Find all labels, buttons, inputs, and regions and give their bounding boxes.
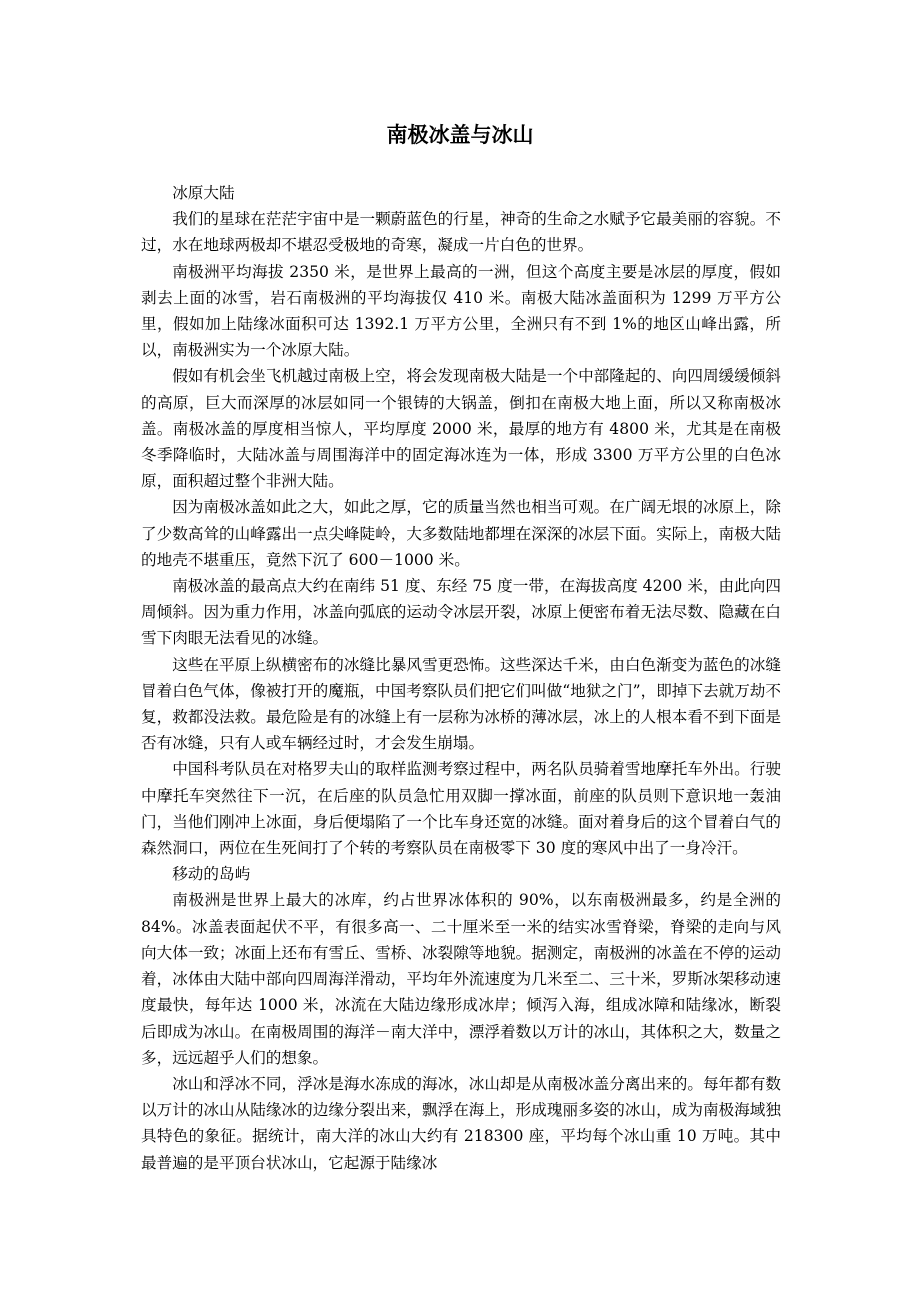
paragraph: 南极冰盖的最高点大约在南纬 51 度、东经 75 度一带，在海拔高度 4200 米，由此向四周倾斜。因为重力作用，冰盖向弧底的运动令冰层开裂，冰原上便密布着无法尽数、隐藏在白雪下肉眼无法看见的冰缝。 [141, 577, 781, 648]
paragraph: 南极洲是世界上最大的冰库，约占世界冰体积的 90%，以东南极洲最多，约是全洲的 84%。冰盖表面起伏不平，有很多高一、二十厘米至一米的结实冰雪脊梁，脊梁的走向与风向大体一致；冰面上还布有雪丘、雪桥、冰裂隙等地貌。据测定，南极洲的冰盖在不停的运动着，冰体由大陆中部向四周海洋滑动，平均年外流速度为几米至二、三十米，罗斯冰架移动速度最快，每年达 1000 米，冰流在大陆边缘形成冰岸；倾泻入海，组成冰障和陆缘冰，断裂后即成为冰山。在南极周围的海洋－南大洋中，漂浮着数以万计的冰山，其体积之大，数量之多，远远超乎人们的想象。 [141, 891, 781, 1067]
paragraph: 冰山和浮冰不同，浮冰是海水冻成的海冰，冰山却是从南极冰盖分离出来的。每年都有数以万计的冰山从陆缘冰的边缘分裂出来，飘浮在海上，形成瑰丽多姿的冰山，成为南极海域独具特色的象征。据统计，南大洋的冰山大约有 218300 座，平均每个冰山重 10 万吨。其中最普遍的是平顶台状冰山，它起源于陆缘冰 [141, 1074, 781, 1172]
section-heading: 移动的岛屿 [172, 865, 251, 884]
paragraph: 假如有机会坐飞机越过南极上空，将会发现南极大陆是一个中部隆起的、向四周缓缓倾斜的高原，巨大而深厚的冰层如同一个银铸的大锅盖，倒扣在南极大地上面，所以又称南极冰盖。南极冰盖的厚度相当惊人，平均厚度 2000 米，最厚的地方有 4800 米，尤其是在南极冬季降临时，大陆冰盖与周围海洋中的固定海冰连为一体，形成 3300 万平方公里的白色冰原，面积超过整个非洲大陆。 [141, 367, 781, 491]
paragraph: 南极洲平均海拔 2350 米，是世界上最高的一洲，但这个高度主要是冰层的厚度，假如剥去上面的冰雪，岩石南极洲的平均海拔仅 410 米。南极大陆冰盖面积为 1299 万平方公里，假如加上陆缘冰面积可达 1392.1 万平方公里，全洲只有不到 1%的地区山峰出露，所以，南极洲实为一个冰原大陆。 [141, 262, 781, 360]
paragraph: 因为南极冰盖如此之大，如此之厚，它的质量当然也相当可观。在广阔无垠的冰原上，除了少数高耸的山峰露出一点尖峰陡岭，大多数陆地都埋在深深的冰层下面。实际上，南极大陆的地壳不堪重压，竟然下沉了 600－1000 米。 [141, 498, 781, 569]
paragraph: 这些在平原上纵横密布的冰缝比暴风雪更恐怖。这些深达千米，由白色渐变为蓝色的冰缝冒着白色气体，像被打开的魔瓶，中国考察队员们把它们叫做“地狱之门”，即掉下去就万劫不复，救都没法救。最危险是有的冰缝上有一层称为冰桥的薄冰层，冰上的人根本看不到下面是否有冰缝，只有人或车辆经过时，才会发生崩塌。 [141, 655, 781, 753]
document-title: 南极冰盖与冰山 [386, 123, 534, 147]
paragraph: 中国科考队员在对格罗夫山的取样监测考察过程中，两名队员骑着雪地摩托车外出。行驶中摩托车突然往下一沉，在后座的队员急忙用双脚一撑冰面，前座的队员则下意识地一轰油门，当他们刚冲上冰面，身后便塌陷了一个比车身还宽的冰缝。面对着身后的这个冒着白气的森然洞口，两位在生死间打了个转的考察队员在南极零下 30 度的寒风中出了一身冷汗。 [141, 760, 781, 858]
section-heading: 冰原大陆 [172, 184, 235, 202]
document-body [141, 180, 781, 1176]
paragraph: 我们的星球在茫茫宇宙中是一颗蔚蓝色的行星，神奇的生命之水赋予它最美丽的容貌。不过，水在地球两极却不堪忍受极地的奇寒，凝成一片白色的世界。 [141, 210, 781, 255]
